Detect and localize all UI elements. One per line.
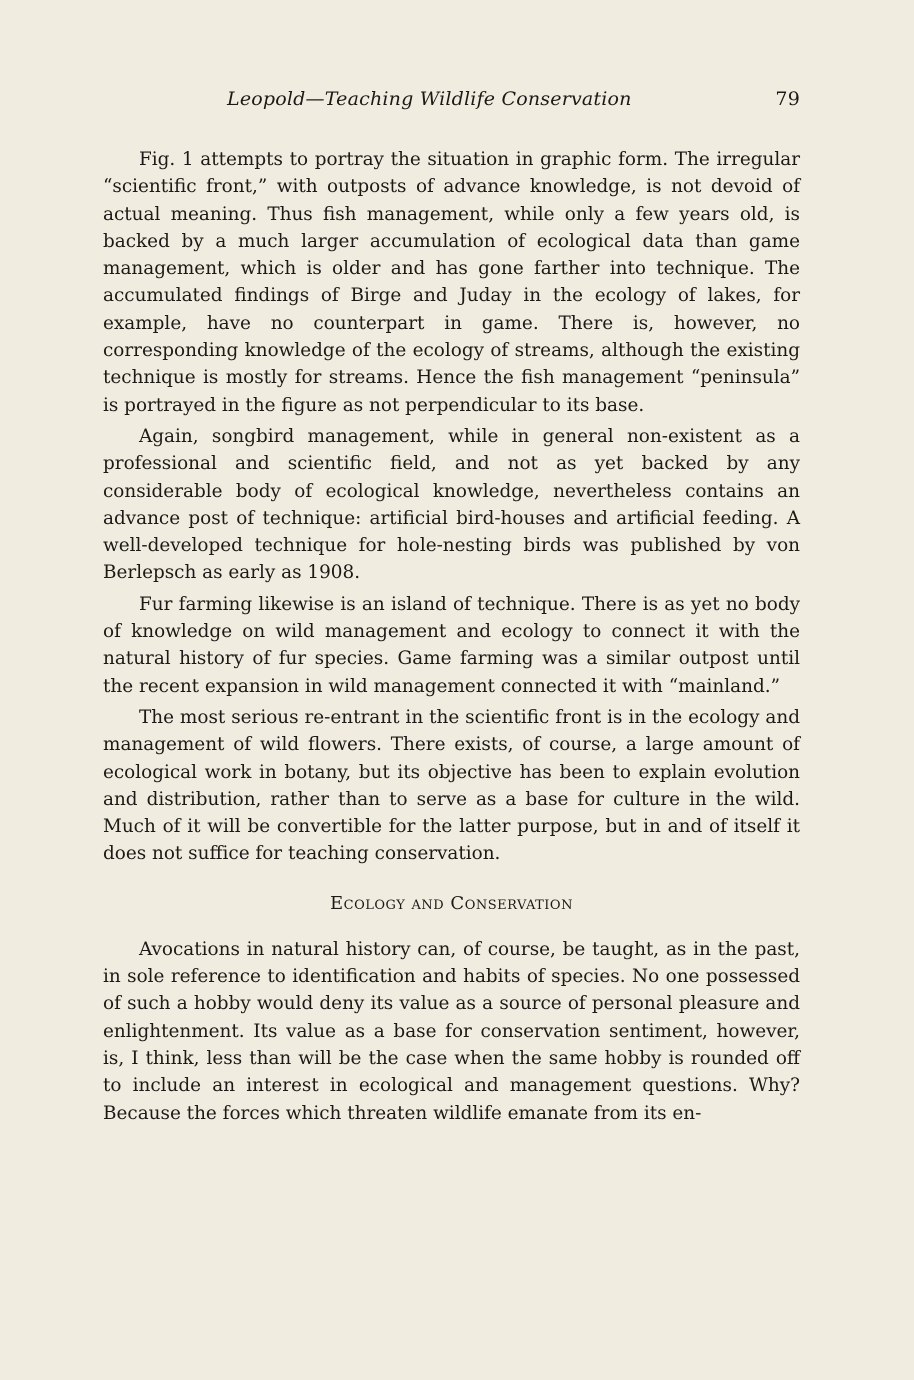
running-head	[103, 88, 800, 116]
book-page	[103, 88, 800, 1127]
paragraph: Fig. 1 attempts to portray the situation in graphic form. The irregular “scientific front,” with outposts of advance knowledge, is not devoid of actual meaning. Thus fish management, while only a few years old, is backed by a much larger accumulation of ecological data than game management, which is older and has gone farther into technique. The accumulated findings of Birge and Juday in the ecology of lakes, for example, have no counterpart in game. There is, however, no corresponding knowledge of the ecology of streams, although the existing technique is mostly for streams. Hence the fish management “peninsula” is portrayed in the figure as not perpendicular to its base.	[103, 149, 800, 416]
section-heading: Ecology and Conservation	[330, 892, 573, 914]
paragraph: Fur farming likewise is an island of technique. There is as yet no body of knowledge on wild management and ecology to connect it with the natural history of fur species. Game farming was a similar outpost until the recent expansion in wild management connected it with “mainland.”	[103, 593, 800, 697]
paragraph: The most serious re-entrant in the scientific front is in the ecology and management of wild flowers. There exists, of course, a large amount of ecological work in botany, but its objective has been to explain evolution and distribution, rather than to serve as a base for culture in the wild. Much of it will be convertible for the latter purpose, but in and of itself it does not suffice for teaching conservation.	[103, 706, 800, 865]
running-head-title: Leopold—Teaching Wildlife Conservation	[227, 88, 632, 110]
page-number: 79	[775, 88, 800, 110]
paragraph: Again, songbird management, while in general non-existent as a professional and scientific field, and not as yet backed by any considerable body of ecological knowledge, nevertheless contains an advance post of technique: artificial bird-houses and artificial feeding. A well-developed technique for hole-nesting birds was published by von Berlepsch as early as 1908.	[103, 425, 800, 584]
body-text	[103, 146, 800, 1127]
paragraph: Avocations in natural history can, of course, be taught, as in the past, in sole reference to identification and habits of species. No one possessed of such a hobby would deny its value as a source of personal pleasure and enlightenment. Its value as a base for conservation sentiment, however, is, I think, less than will be the case when the same hobby is rounded off to include an interest in ecological and management questions. Why? Because the forces which threaten wildlife emanate from its en-	[103, 938, 800, 1124]
